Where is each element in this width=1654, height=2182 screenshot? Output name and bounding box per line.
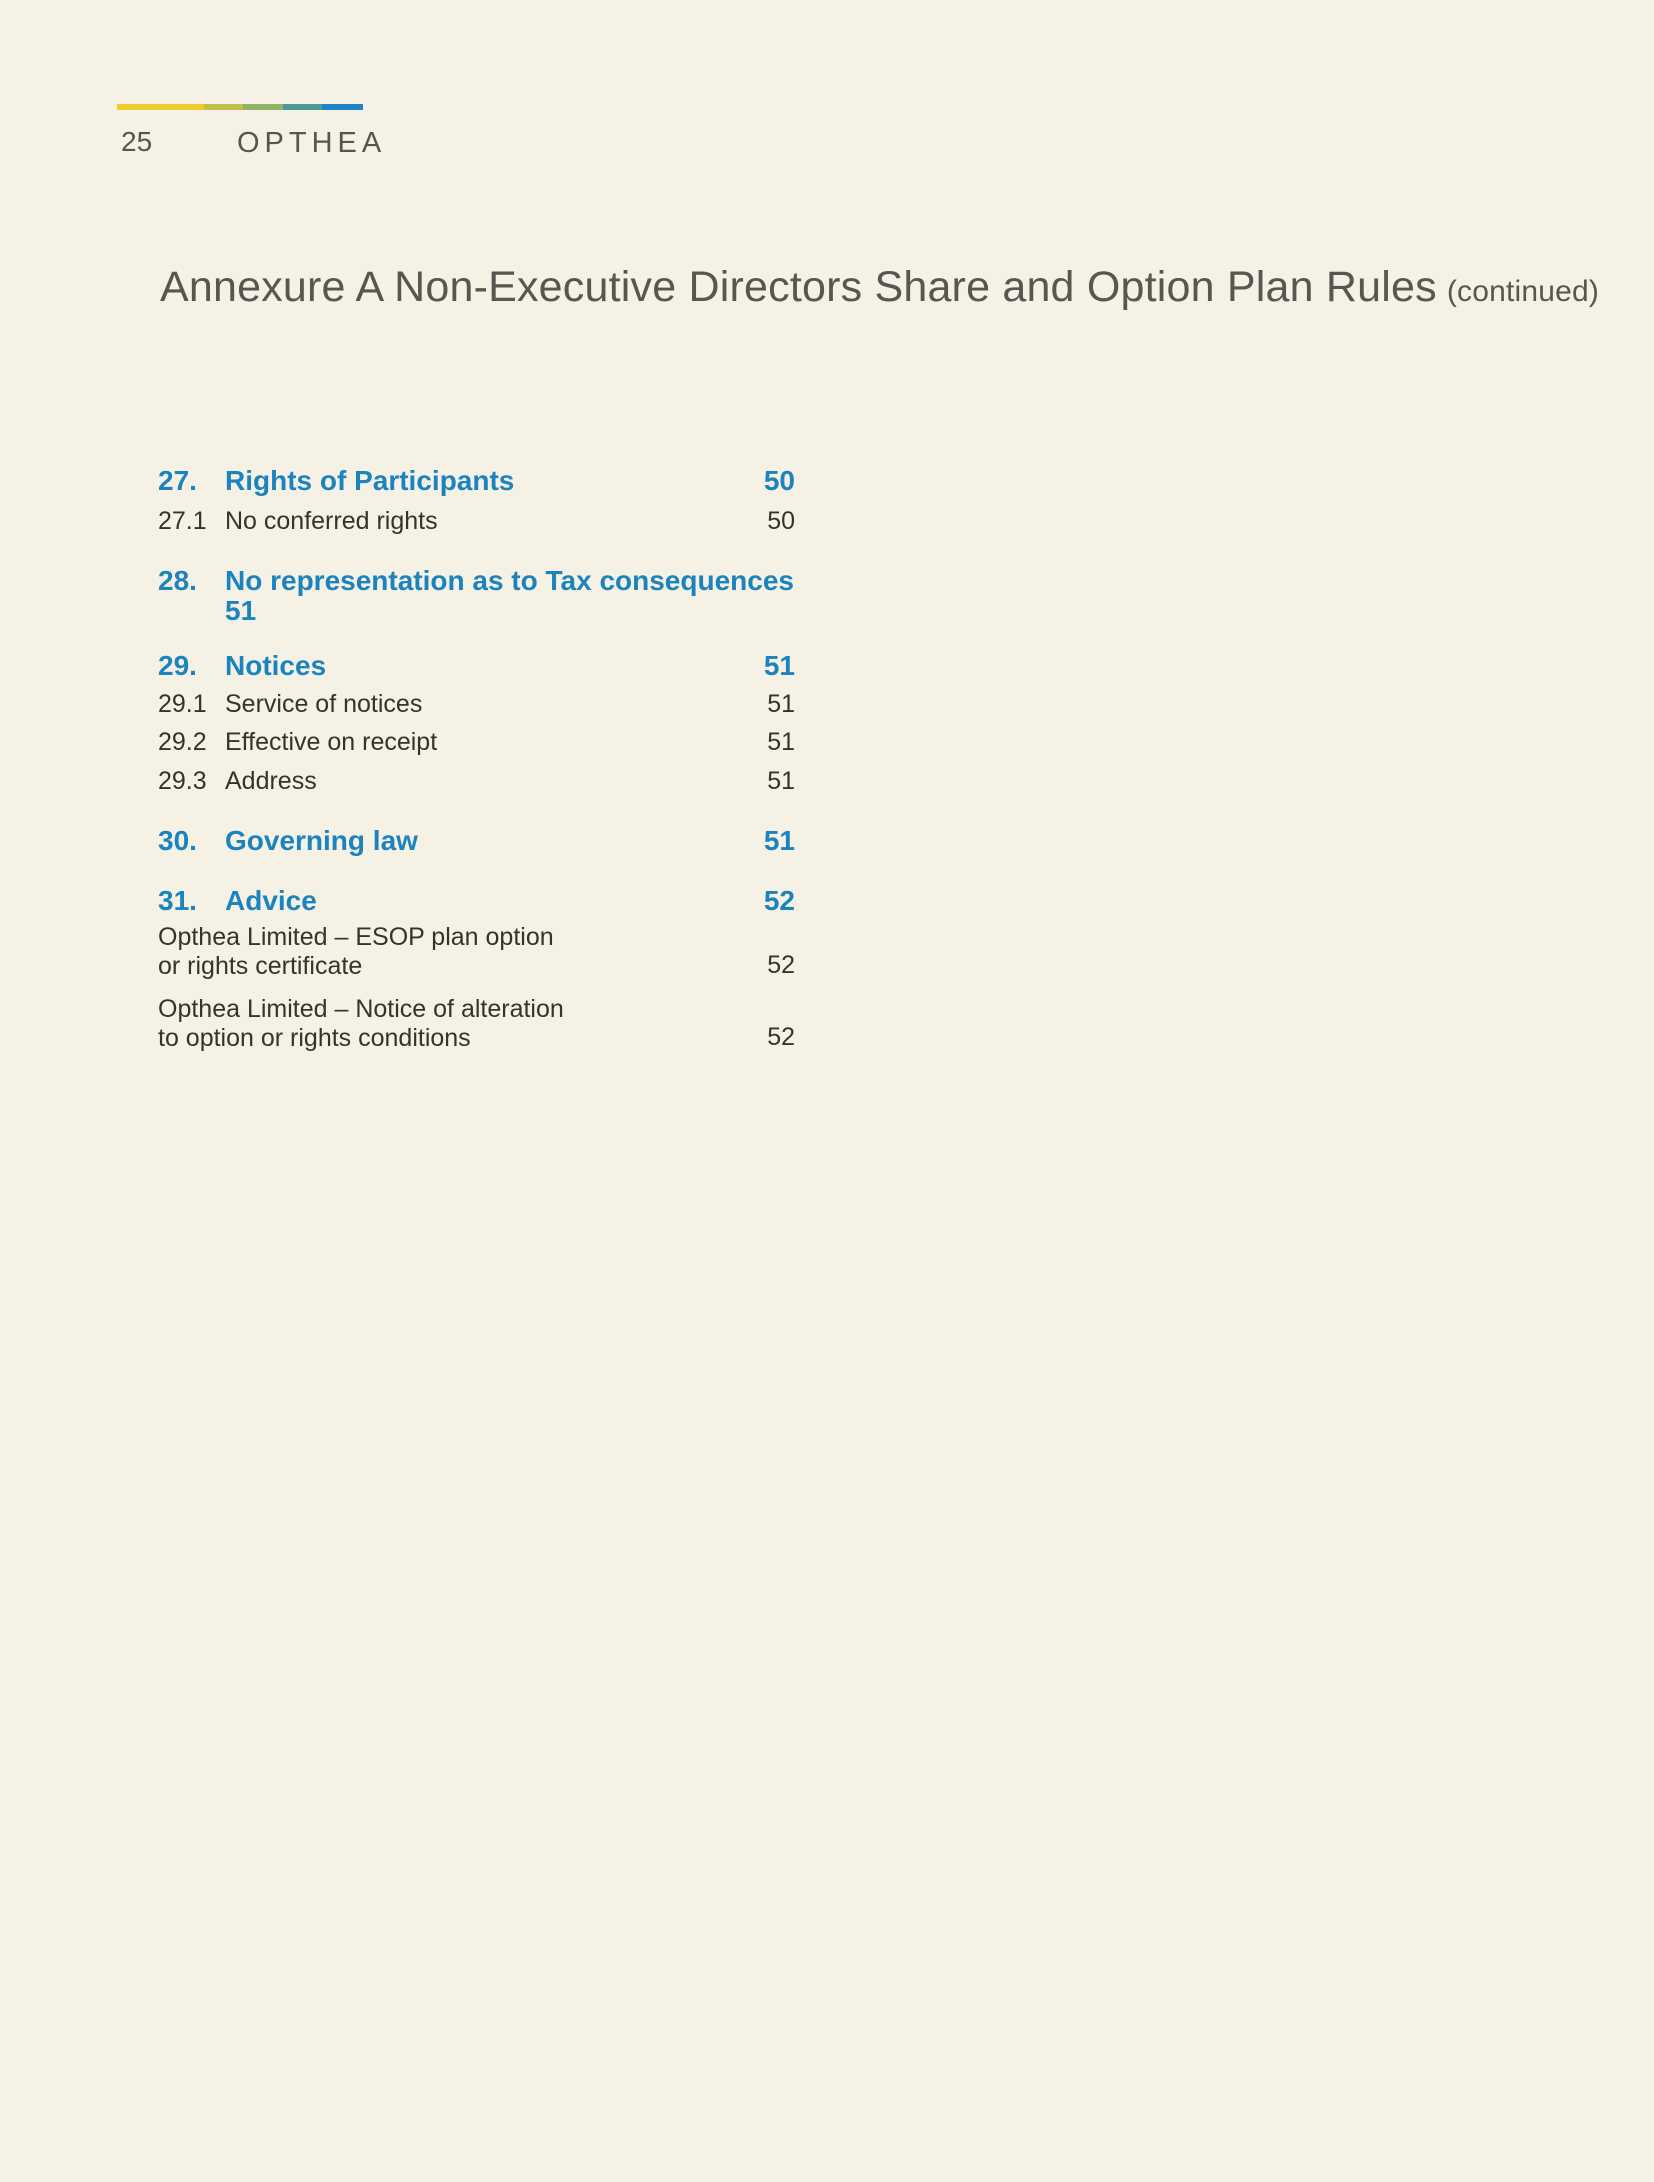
entry-label: Notices: [225, 650, 327, 681]
toc-entry-29-1: [158, 690, 795, 719]
entry-number: 29.3: [158, 767, 207, 795]
entry-label: Rights of Participants: [225, 465, 515, 496]
entry-number: 30.: [158, 825, 197, 856]
page-title-main: Annexure A Non-Executive Directors Share and Option Plan Rules: [160, 263, 1437, 311]
entry-page: 50: [763, 465, 795, 496]
entry-page: 51: [225, 595, 257, 626]
brand-gradient-segment-2: [243, 104, 283, 110]
brand-logo-wordmark: OPTHEA: [237, 127, 387, 159]
brand-gradient-segment-3: [283, 104, 322, 110]
entry-label-line-1: Opthea Limited – Notice of alteration: [158, 995, 564, 1023]
toc-entry-29: [158, 651, 795, 681]
brand-gradient-segment-1: [204, 104, 243, 110]
entry-number: 27.: [158, 465, 197, 496]
entry-label: No conferred rights: [225, 507, 438, 535]
entry-number: 31.: [158, 885, 197, 916]
entry-page: 51: [767, 728, 795, 756]
entry-page: 51: [767, 767, 795, 795]
entry-number: 28.: [158, 565, 197, 596]
entry-label: [158, 923, 795, 981]
entry-number: 29.1: [158, 690, 207, 718]
brand-gradient-segment-0: [117, 104, 204, 110]
entry-page: 52: [767, 1023, 795, 1051]
entry-label: Advice: [225, 885, 317, 916]
toc-entry-27: [158, 466, 795, 496]
toc-entry-31: [158, 886, 795, 916]
entry-label: No representation as to Tax consequences: [225, 565, 794, 596]
brand-gradient-segment-4: [322, 104, 363, 110]
page-title-continued: (continued): [1446, 275, 1600, 308]
entry-label: Effective on receipt: [225, 728, 438, 756]
page-number: 25: [121, 126, 153, 157]
toc-entry-30: [158, 826, 795, 856]
entry-page: 52: [763, 885, 795, 916]
toc-entry-28: [158, 566, 795, 626]
toc-entry-29-2: [158, 728, 795, 757]
toc-entry-esop-certificate: [158, 923, 795, 981]
entry-label-line-2: to option or rights conditions: [158, 1024, 471, 1052]
entry-page: 52: [767, 951, 795, 979]
entry-number: 27.1: [158, 507, 207, 535]
toc-entry-29-3: [158, 767, 795, 796]
toc-entry-27-1: [158, 507, 795, 536]
entry-label-line-1: Opthea Limited – ESOP plan option: [158, 923, 554, 951]
entry-page: 50: [767, 507, 795, 535]
entry-label-line-2: or rights certificate: [158, 952, 363, 980]
toc-entry-notice-of-alteration: [158, 995, 795, 1053]
entry-label: [158, 995, 795, 1053]
entry-number: 29.2: [158, 728, 207, 756]
entry-label: Address: [225, 767, 317, 795]
entry-label: Service of notices: [225, 690, 423, 718]
brand-gradient-rule: [117, 104, 363, 110]
entry-number: 29.: [158, 650, 197, 681]
entry-page: 51: [763, 650, 795, 681]
page-title: [160, 263, 1599, 312]
entry-page: 51: [763, 825, 795, 856]
entry-label: Governing law: [225, 825, 418, 856]
entry-page: 51: [767, 690, 795, 718]
